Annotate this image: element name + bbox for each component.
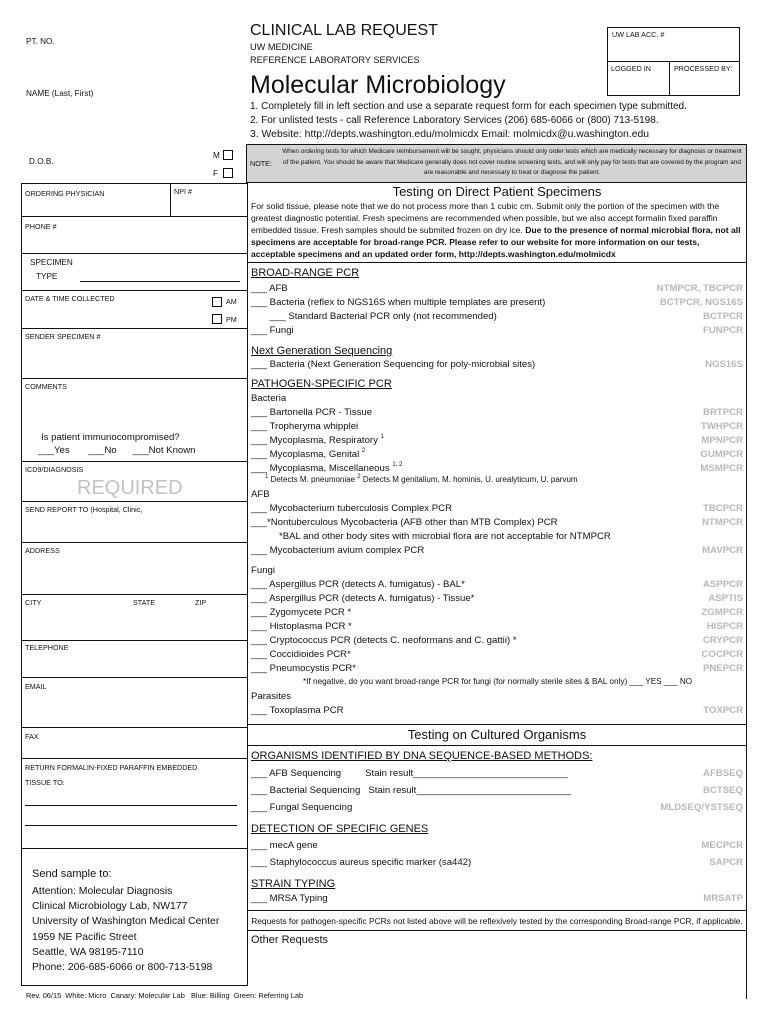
return-line-1[interactable] — [25, 805, 237, 806]
test-code: MAVPCR — [702, 545, 743, 556]
other-requests-label: Other Requests — [251, 934, 329, 946]
lab-acc-label: UW LAB ACC. # — [612, 30, 665, 39]
test-row[interactable] — [251, 705, 743, 718]
reflex-note: Requests for pathogen-specific PCRs not listed above will be reflexively tested by the corresponding Broad-range PCR, if applicable. — [251, 916, 743, 926]
test-label: ___ AFB — [251, 283, 288, 294]
test-code: BCTSEQ — [703, 785, 743, 796]
test-row[interactable] — [251, 768, 743, 781]
test-label: ___ Fungal Sequencing — [251, 802, 353, 813]
test-label: ___ Mycoplasma, Genital — [251, 449, 360, 460]
cultured-heading: Testing on Cultured Organisms — [407, 727, 587, 742]
test-row[interactable] — [251, 649, 743, 662]
logged-in-label: LOGGED IN — [611, 64, 651, 73]
processed-by-label: PROCESSED BY: — [674, 64, 733, 73]
pathogen-specific-heading: PATHOGEN-SPECIFIC PCR — [251, 378, 392, 390]
revision-footer: Rev. 06/15 White: Micro Canary: Molecular Lab Blue: Billing Green: Referring Lab — [26, 991, 304, 1000]
footnote-2: Detects M genitalium, M. hominis, U. urealyticum, U. parvum — [360, 475, 578, 484]
afb-label: AFB — [251, 489, 270, 500]
direct-specimens-heading: Testing on Direct Patient Specimens — [392, 184, 602, 199]
bal-note: *BAL and other body sites with microbial flora are not acceptable for NTMPCR — [279, 531, 611, 542]
test-row[interactable] — [251, 607, 743, 620]
test-row[interactable] — [251, 593, 743, 606]
test-label: ___ Bacterial Sequencing Stain result_____________________________ — [251, 785, 572, 796]
sex-f-checkbox[interactable] — [223, 168, 233, 178]
sender-specimen-label: SENDER SPECIMEN # — [25, 332, 101, 341]
note-text: When ordering tests for which Medicare reimbursement will be sought, physicians should only order tests which are medically necessary for diagnosis or treatment of the patient. You should be aware that Medicare generally does not cover routine screening tests, and will only pay for tests that are covered by the program and are reasonable and necessary to treat or diagnose the patient. — [282, 148, 742, 176]
lab-address-line: Attention: Molecular Diagnosis — [32, 886, 173, 897]
test-code: TWHPCR — [700, 421, 743, 432]
test-row[interactable] — [251, 579, 743, 592]
test-code: COCPCR — [701, 649, 743, 660]
test-label: ___ Fungi — [251, 325, 294, 336]
intro-bold: Due to the presence of normal microbial flora, not all specimens are acceptable for broad-range PCR. Please refer to our website for more information on our tests, acceptable specimens and an updated order form, http://depts.washington.edu/molmicdx — [251, 225, 741, 260]
form-subtitle: Molecular Microbiology — [250, 71, 506, 99]
lab-address-line: 1959 NE Pacific Street — [32, 931, 137, 943]
instruction-2: 2. For unlisted tests - call Reference Laboratory Services (206) 685-6066 or (800) 713-5198. — [250, 115, 659, 126]
test-label: ___ Standard Bacterial PCR only (not recommended) — [251, 311, 497, 322]
bacteria-footnotes — [265, 475, 578, 484]
test-row[interactable] — [251, 840, 743, 853]
return-tissue-label-1: RETURN FORMALIN-FIXED PARAFFIN EMBEDDED — [25, 763, 198, 772]
telephone-label: TELEPHONE — [25, 643, 69, 652]
test-label: ___ mecA gene — [251, 840, 318, 851]
test-label: ___ Pneumocystis PCR* — [251, 663, 357, 674]
test-row[interactable] — [251, 545, 743, 558]
test-row[interactable] — [251, 359, 743, 372]
lab-address-line: Phone: 206-685-6066 or 800-713-5198 — [32, 962, 213, 974]
test-label: ___ AFB Sequencing Stain result_____________________________ — [251, 768, 568, 779]
test-label: ___ Bacteria (Next Generation Sequencing for poly-microbial sites) — [251, 359, 536, 370]
test-row[interactable] — [251, 407, 743, 420]
intro-plain: For solid tissue, please note that we do not process more than 1 cubic cm. Submit only the portion of the specimen with the greatest diagnostic potential. Fresh specimens are recommended when possible, but we also accept formalin fixed paraffin embedded tissue. Fresh samples should be submited frozen on dry ice. — [251, 201, 720, 236]
medicare-note — [246, 144, 747, 183]
test-code: TBCPCR — [703, 503, 743, 514]
test-code: NGS16S — [705, 359, 743, 370]
test-row[interactable] — [251, 857, 743, 870]
zip-label: ZIP — [195, 598, 207, 607]
pt-no-label: PT. NO. — [26, 37, 55, 46]
test-code: PNEPCR — [703, 663, 743, 674]
test-row[interactable] — [251, 311, 743, 324]
test-row[interactable] — [251, 435, 743, 448]
test-row[interactable] — [251, 802, 743, 815]
test-label: ___ MRSA Typing — [251, 893, 328, 904]
test-code: ASPPCR — [703, 579, 743, 590]
dob-label: D.O.B. — [29, 157, 54, 166]
test-code: TOXPCR — [703, 705, 743, 716]
return-line-2[interactable] — [25, 825, 237, 826]
pm-checkbox[interactable] — [212, 314, 222, 324]
email-label: EMAIL — [25, 682, 47, 691]
test-label: ___ Coccidioides PCR* — [251, 649, 351, 660]
test-label: ___ Toxoplasma PCR — [251, 705, 344, 716]
icd9-label: ICD9/DIAGNOSIS — [25, 465, 84, 474]
fungi-broad-range-question[interactable]: *If negative, do you want broad-range PCR for fungi (for normally sterile sites & BAL only) ___ YES ___ NO — [303, 677, 693, 686]
address-label: ADDRESS — [25, 546, 60, 555]
type-label: TYPE — [36, 272, 58, 281]
test-code: AFBSEQ — [703, 768, 743, 779]
test-code: MSMPCR — [700, 463, 743, 474]
instruction-3: 3. Website: http://depts.washington.edu/molmicdx Email: molmicdx@u.washington.edu — [250, 129, 650, 140]
lab-address — [32, 884, 219, 975]
fungi-label: Fungi — [251, 565, 275, 576]
sex-f-label: F — [213, 169, 219, 178]
test-code: GUMPCR — [700, 449, 743, 460]
test-code: SAPCR — [709, 857, 743, 868]
parasites-label: Parasites — [251, 691, 291, 702]
footnote-1-mark: 1 — [265, 474, 269, 480]
test-code: BCTPCR — [703, 311, 743, 322]
cultured-tests — [251, 749, 743, 909]
test-label: ___ Tropheryma whipplei — [251, 421, 359, 432]
lab-address-line: Clinical Microbiology Lab, NW177 — [32, 901, 188, 913]
send-report-label: SEND REPORT TO (Hospital, Clinic, — [25, 505, 143, 514]
strain-typing-heading: STRAIN TYPING — [251, 878, 336, 890]
broad-range-heading: BROAD-RANGE PCR — [251, 267, 360, 279]
test-label: ___*Nontuberculous Mycobacteria (AFB other than MTB Complex) PCR — [251, 517, 558, 528]
test-code: MRSATP — [703, 893, 743, 904]
instruction-1: 1. Completely fill in left section and use a separate request form for each specimen type submitted. — [250, 101, 687, 112]
immunocompromised-options[interactable]: ___Yes ___No ___Not Known — [38, 445, 196, 456]
test-code: ZGMPCR — [701, 607, 743, 618]
test-label: ___ Staphylococcus aureus specific marker (sa442) — [251, 857, 472, 868]
test-row[interactable] — [251, 785, 743, 798]
ordering-physician-label: ORDERING PHYSICIAN — [25, 189, 105, 198]
test-row[interactable] — [251, 297, 743, 310]
test-row[interactable] — [251, 893, 743, 906]
specimen-type-line[interactable] — [80, 281, 240, 282]
test-label: ___ Bacteria (reflex to NGS16S when multiple templates are present) — [251, 297, 546, 308]
test-label: ___ Cryptococcus PCR (detects C. neoformans and C. gattii) * — [251, 635, 517, 646]
test-code: MLDSEQ/YSTSEQ — [660, 802, 743, 813]
test-code: MECPCR — [701, 840, 743, 851]
sex-m-checkbox[interactable] — [223, 150, 233, 160]
footnote-ref: 2 — [361, 448, 366, 454]
test-row[interactable] — [251, 421, 743, 434]
pm-label: PM — [226, 315, 237, 324]
am-label: AM — [226, 297, 237, 306]
sex-m-label: M — [213, 151, 220, 160]
test-label: ___ Aspergillus PCR (detects A. fumigatus) - Tissue* — [251, 593, 475, 604]
date-time-label: DATE & TIME COLLECTED — [25, 294, 115, 303]
test-code: CRYPCR — [702, 635, 743, 646]
footnote-ref: 1, 2 — [392, 462, 403, 468]
state-label: STATE — [133, 598, 156, 607]
direct-intro — [251, 200, 744, 260]
test-row[interactable] — [251, 325, 743, 338]
test-label: ___ Histoplasma PCR * — [251, 621, 352, 632]
send-sample-heading: Send sample to: — [32, 868, 112, 880]
test-code: NTMPCR, TBCPCR — [656, 283, 743, 294]
test-row[interactable] — [251, 449, 743, 462]
test-label: ___ Mycoplasma, Respiratory — [251, 435, 378, 446]
form-title: CLINICAL LAB REQUEST — [250, 22, 438, 39]
ngs-heading: Next Generation Sequencing — [251, 345, 393, 357]
lab-address-line: University of Washington Medical Center — [32, 916, 220, 928]
lab-address-line: Seattle, WA 98195-7110 — [32, 946, 144, 958]
test-code: HISPCR — [706, 621, 743, 632]
test-row[interactable] — [251, 503, 743, 516]
return-tissue-label-2: TISSUE TO: — [25, 778, 65, 787]
test-row[interactable] — [251, 621, 743, 634]
test-label: ___ Aspergillus PCR (detects A. fumigatus) - BAL* — [251, 579, 465, 590]
comments-label: COMMENTS — [25, 382, 67, 391]
test-code: BRTPCR — [703, 407, 743, 418]
test-code: FUNPCR — [703, 325, 743, 336]
test-label: ___ Mycobacterium tuberculosis Complex PCR — [251, 503, 453, 514]
specimen-label: SPECIMEN — [30, 258, 73, 267]
test-code: ASPTIS — [708, 593, 743, 604]
test-label: ___ Bartonella PCR - Tissue — [251, 407, 373, 418]
direct-tests — [251, 266, 743, 726]
other-requests-field[interactable] — [248, 950, 746, 998]
test-code: MPNPCR — [701, 435, 743, 446]
name-label: NAME (Last, First) — [26, 89, 94, 98]
test-row[interactable] — [251, 663, 743, 676]
test-label: ___ Mycobacterium avium complex PCR — [251, 545, 425, 556]
test-label: ___ Mycoplasma, Miscellaneous — [251, 463, 390, 474]
npi-label: NPI # — [174, 187, 192, 196]
phone-label: PHONE # — [25, 222, 57, 231]
am-checkbox[interactable] — [212, 297, 222, 307]
immunocompromised-question: Is patient immunocompromised? — [41, 432, 180, 443]
test-row[interactable] — [251, 517, 743, 530]
dna-sequence-heading: ORGANISMS IDENTIFIED BY DNA SEQUENCE-BASED METHODS: — [251, 750, 593, 762]
footnote-1: Detects M. pneumoniae — [268, 475, 358, 484]
test-code: BCTPCR, NGS16S — [659, 297, 743, 308]
specific-genes-heading: DETECTION OF SPECIFIC GENES — [251, 823, 429, 835]
test-label: ___ Zygomycete PCR * — [251, 607, 352, 618]
test-row[interactable] — [251, 283, 743, 296]
org-name: UW MEDICINE — [250, 42, 313, 52]
fax-label: FAX — [25, 732, 39, 741]
footnote-ref: 1 — [380, 434, 384, 440]
required-watermark: REQUIRED — [77, 477, 183, 499]
note-label: NOTE: — [250, 159, 272, 168]
city-label: CITY — [25, 598, 42, 607]
org-dept: REFERENCE LABORATORY SERVICES — [250, 55, 420, 65]
bacteria-label: Bacteria — [251, 393, 287, 404]
footnote-2-mark: 2 — [357, 474, 361, 480]
test-row[interactable] — [251, 635, 743, 648]
test-code: NTMPCR — [701, 517, 743, 528]
